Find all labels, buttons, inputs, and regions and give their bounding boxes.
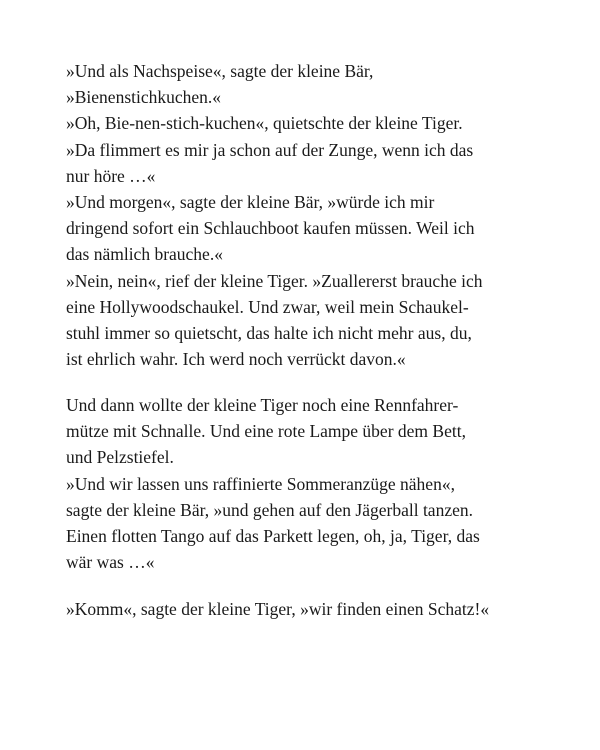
text-line: »Komm«, sagte der kleine Tiger, »wir finden einen Schatz!«	[66, 599, 490, 619]
text-line: ist ehrlich wahr. Ich werd noch verrückt davon.«	[66, 349, 406, 370]
text-line: und Pelzstiefel.	[66, 447, 174, 468]
text-line: »Und wir lassen uns raffinierte Sommeranzüge nähen«,	[66, 473, 455, 494]
text-line: »Bienenstichkuchen.«	[66, 87, 222, 108]
text-line: »Da flimmert es mir ja schon auf der Zunge, wenn ich das	[66, 139, 474, 160]
text-line: wär was …«	[66, 552, 155, 573]
text-line: stuhl immer so quietscht, das halte ich nicht mehr aus, du,	[66, 323, 472, 344]
paragraph-dessert-dialogue	[66, 58, 546, 372]
paragraph-wishes	[66, 392, 546, 575]
paragraph-treasure	[66, 596, 546, 622]
text-line: »Und morgen«, sagte der kleine Bär, »würde ich mir	[66, 192, 435, 213]
text-line: mütze mit Schnalle. Und eine rote Lampe über dem Bett,	[66, 421, 466, 442]
text-line: Und dann wollte der kleine Tiger noch eine Rennfahrer-	[66, 395, 459, 415]
text-line: das nämlich brauche.«	[66, 244, 223, 265]
text-line: »Oh, Bie-nen-stich-kuchen«, quietschte der kleine Tiger.	[66, 113, 463, 134]
text-line: »Nein, nein«, rief der kleine Tiger. »Zuallererst brauche ich	[66, 270, 483, 291]
text-line: sagte der kleine Bär, »und gehen auf den Jägerball tanzen.	[66, 499, 473, 520]
text-line: Einen flotten Tango auf das Parkett legen, oh, ja, Tiger, das	[66, 526, 480, 547]
text-line: dringend sofort ein Schlauchboot kaufen müssen. Weil ich	[66, 218, 475, 239]
text-line: »Und als Nachspeise«, sagte der kleine Bär,	[66, 61, 374, 81]
text-line: eine Hollywoodschaukel. Und zwar, weil mein Schaukel-	[66, 296, 469, 317]
text-line: nur höre …«	[66, 165, 156, 186]
